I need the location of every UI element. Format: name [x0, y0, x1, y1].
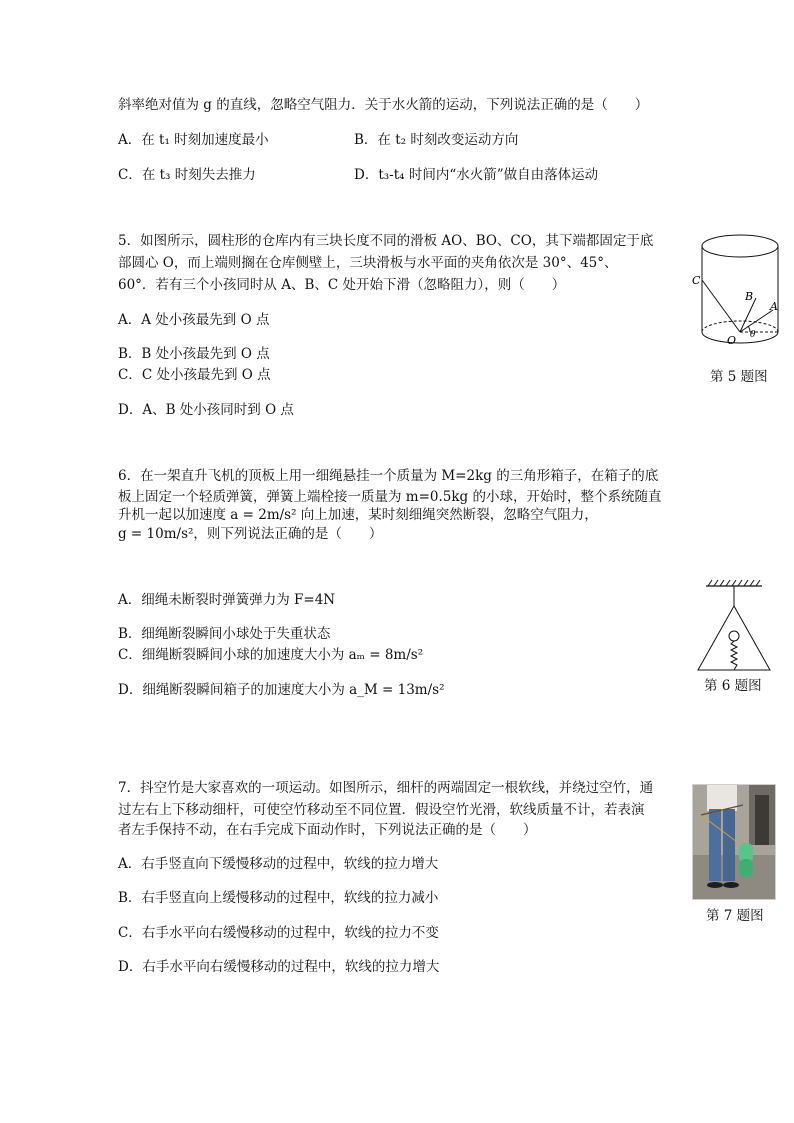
q6-option-b: B．细绳断裂瞬间小球处于失重状态: [118, 626, 331, 642]
q7-stem-line-2: 过左右上下移动细杆，可使空竹移动至不同位置．假设空竹光滑，软线质量不计，若表演: [118, 802, 645, 818]
ceiling-hatch: [708, 580, 760, 586]
q5-figure-caption: 第 5 题图: [710, 369, 768, 385]
q6-stem-line-1: 6．在一架直升飞机的顶板上用一细绳悬挂一个质量为 M=2kg 的三角形箱子，在箱子的底: [118, 468, 659, 484]
spring: [731, 641, 737, 670]
label-b: B: [745, 290, 754, 303]
q6-stem-line-2: 板上固定一个轻质弹簧，弹簧上端栓接一质量为 m=0.5kg 的小球，开始时，整个系统随直: [118, 489, 662, 505]
q7-option-d: D．右手水平向右缓慢移动的过程中，软线的拉力增大: [118, 959, 440, 975]
q4-option-b: B．在 t₂ 时刻改变运动方向: [354, 132, 519, 148]
label-c: C: [692, 274, 701, 287]
q7-figure-caption: 第 7 题图: [706, 908, 764, 924]
cylinder-bottom-front: [702, 332, 778, 343]
q7-diabolo-photo: [692, 784, 776, 900]
q7-option-c: C．右手水平向右缓慢移动的过程中，软线的拉力不变: [118, 925, 439, 941]
q6-stem-line-3: 升机一起以加速度 a = 2m/s² 向上加速，某时刻细绳突然断裂，忽略空气阻力，: [118, 507, 598, 523]
q6-option-a: A．细绳未断裂时弹簧弹力为 F=4N: [118, 592, 336, 608]
q6-box-figure: [694, 578, 774, 674]
board-co: [702, 280, 740, 332]
q5-option-a: A．A 处小孩最先到 O 点: [118, 312, 270, 328]
q4-option-d: D．t₃-t₄ 时间内“水火箭”做自由落体运动: [354, 167, 599, 183]
q4-stem-tail: 斜率绝对值为 g 的直线，忽略空气阻力．关于水火箭的运动，下列说法正确的是（ ）: [118, 97, 649, 113]
label-o: O: [727, 334, 737, 347]
cylinder-top-ellipse: [702, 235, 778, 257]
q6-option-d: D．细绳断裂瞬间箱子的加速度大小为 a_M = 13m/s²: [118, 682, 445, 698]
q6-stem-line-4: g = 10m/s²，则下列说法正确的是（ ）: [118, 526, 383, 542]
q5-option-c: C．C 处小孩最先到 O 点: [118, 367, 271, 383]
q5-option-b: B．B 处小孩最先到 O 点: [118, 346, 270, 362]
q7-photo-illustration: [693, 785, 775, 899]
q7-option-b: B．右手竖直向上缓慢移动的过程中，软线的拉力减小: [118, 890, 439, 906]
q5-cylinder-figure: [690, 232, 786, 356]
q4-option-a: A．在 t₁ 时刻加速度最小: [118, 132, 269, 148]
q7-stem-line-3: 者左手保持不动，在右手完成下面动作时，下列说法正确的是（ ）: [118, 822, 537, 838]
q7-option-a: A．右手竖直向下缓慢移动的过程中，软线的拉力增大: [118, 856, 439, 872]
ball: [729, 631, 739, 641]
label-a: A: [770, 300, 778, 313]
q7-stem-line-1: 7．抖空竹是大家喜欢的一项运动。如图所示，细杆的两端固定一根软线，并绕过空竹，通: [118, 780, 654, 796]
q4-option-c: C．在 t₃ 时刻失去推力: [118, 167, 256, 183]
label-theta: θ: [750, 330, 756, 340]
q5-stem-line-2: 部圆心 O，而上端则搁在仓库侧壁上，三块滑板与水平面的夹角依次是 30°、45°、: [118, 255, 618, 271]
q6-option-c: C．细绳断裂瞬间小球的加速度大小为 aₘ = 8m/s²: [118, 647, 424, 663]
cylinder-bottom-back: [702, 321, 778, 332]
q5-stem-line-3: 60°．若有三个小孩同时从 A、B、C 处开始下滑（忽略阻力），则（ ）: [118, 277, 566, 293]
q5-stem-line-1: 5．如图所示，圆柱形的仓库内有三块长度不同的滑板 AO、BO、CO，其下端都固定于底: [118, 233, 654, 249]
q6-figure-caption: 第 6 题图: [704, 678, 762, 694]
q5-option-d: D．A、B 处小孩同时到 O 点: [118, 402, 294, 418]
